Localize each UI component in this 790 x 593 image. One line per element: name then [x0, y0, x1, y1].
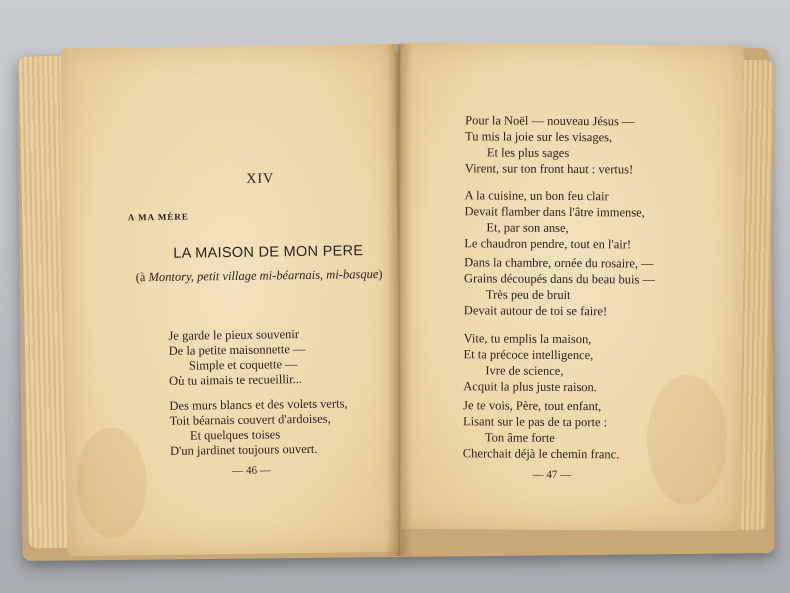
- verse-line: Vite, tu emplis la maison,: [463, 331, 592, 347]
- verse-line: Virent, sur ton front haut : vertus!: [464, 161, 634, 177]
- left-page: [60, 44, 401, 557]
- verse-line: D'un jardinet toujours ouvert.: [170, 441, 318, 458]
- verse-line: Ivre de science,: [485, 363, 564, 378]
- verse-line: Et ta précoce intelligence,: [463, 347, 594, 363]
- verse-line: Dans la chambre, ornée du rosaire, —: [464, 255, 654, 271]
- right-page: [396, 43, 743, 531]
- verse-line: Des murs blancs et des volets verts,: [169, 396, 348, 413]
- paper-stain: [76, 427, 148, 538]
- verse-line: Je te vois, Père, tout enfant,: [463, 398, 602, 414]
- verse-line: Acquit la plus juste raison.: [463, 379, 598, 395]
- verse-line: Lisant sur le pas de ta porte :: [463, 414, 608, 430]
- verse-line: De la petite maisonnette —: [168, 341, 306, 358]
- chapter-number: XIV: [246, 171, 275, 187]
- page-number: — 47 —: [532, 468, 572, 482]
- verse-line: Devait autour de toi se faire!: [463, 303, 608, 319]
- verse-line: Pour la Noël — nouveau Jésus —: [465, 113, 635, 129]
- verse-line: Cherchait déjà le chemin franc.: [462, 446, 620, 462]
- page-number: — 46 —: [232, 464, 271, 477]
- poem-title: LA MAISON DE MON PERE: [173, 243, 364, 262]
- verse-line: Ton âme forte: [484, 430, 555, 445]
- verse-line: Et quelques toises: [189, 427, 281, 443]
- book-gutter: [386, 44, 412, 556]
- paper-stain: [646, 375, 727, 506]
- verse-line: Je garde le pieux souvenir: [168, 327, 300, 343]
- verse-line: Très peu de bruit: [485, 287, 571, 303]
- verse-line: Tu mis la joie sur les visages,: [465, 129, 613, 145]
- verse-line: Où tu aimais te recueillir...: [169, 372, 303, 388]
- verse-line: Et les plus sages: [486, 145, 570, 160]
- verse-line: Simple et coquette —: [188, 357, 298, 373]
- verse-line: Grains découpés dans du beau buis —: [464, 271, 656, 287]
- verse-line: Le chaudron pendre, tout en l'air!: [464, 236, 632, 252]
- verse-line: Toit béarnais couvert d'ardoises,: [169, 411, 331, 428]
- dedication: A MA MÈRE: [127, 211, 189, 223]
- poem-subtitle: (à Montory, petit village mi-béarnais, mi-basque): [135, 266, 383, 285]
- verse-line: Devait flamber dans l'âtre immense,: [464, 204, 645, 220]
- verse-line: Et, par son anse,: [486, 220, 569, 235]
- verse-line: A la cuisine, un bon feu clair: [464, 188, 609, 204]
